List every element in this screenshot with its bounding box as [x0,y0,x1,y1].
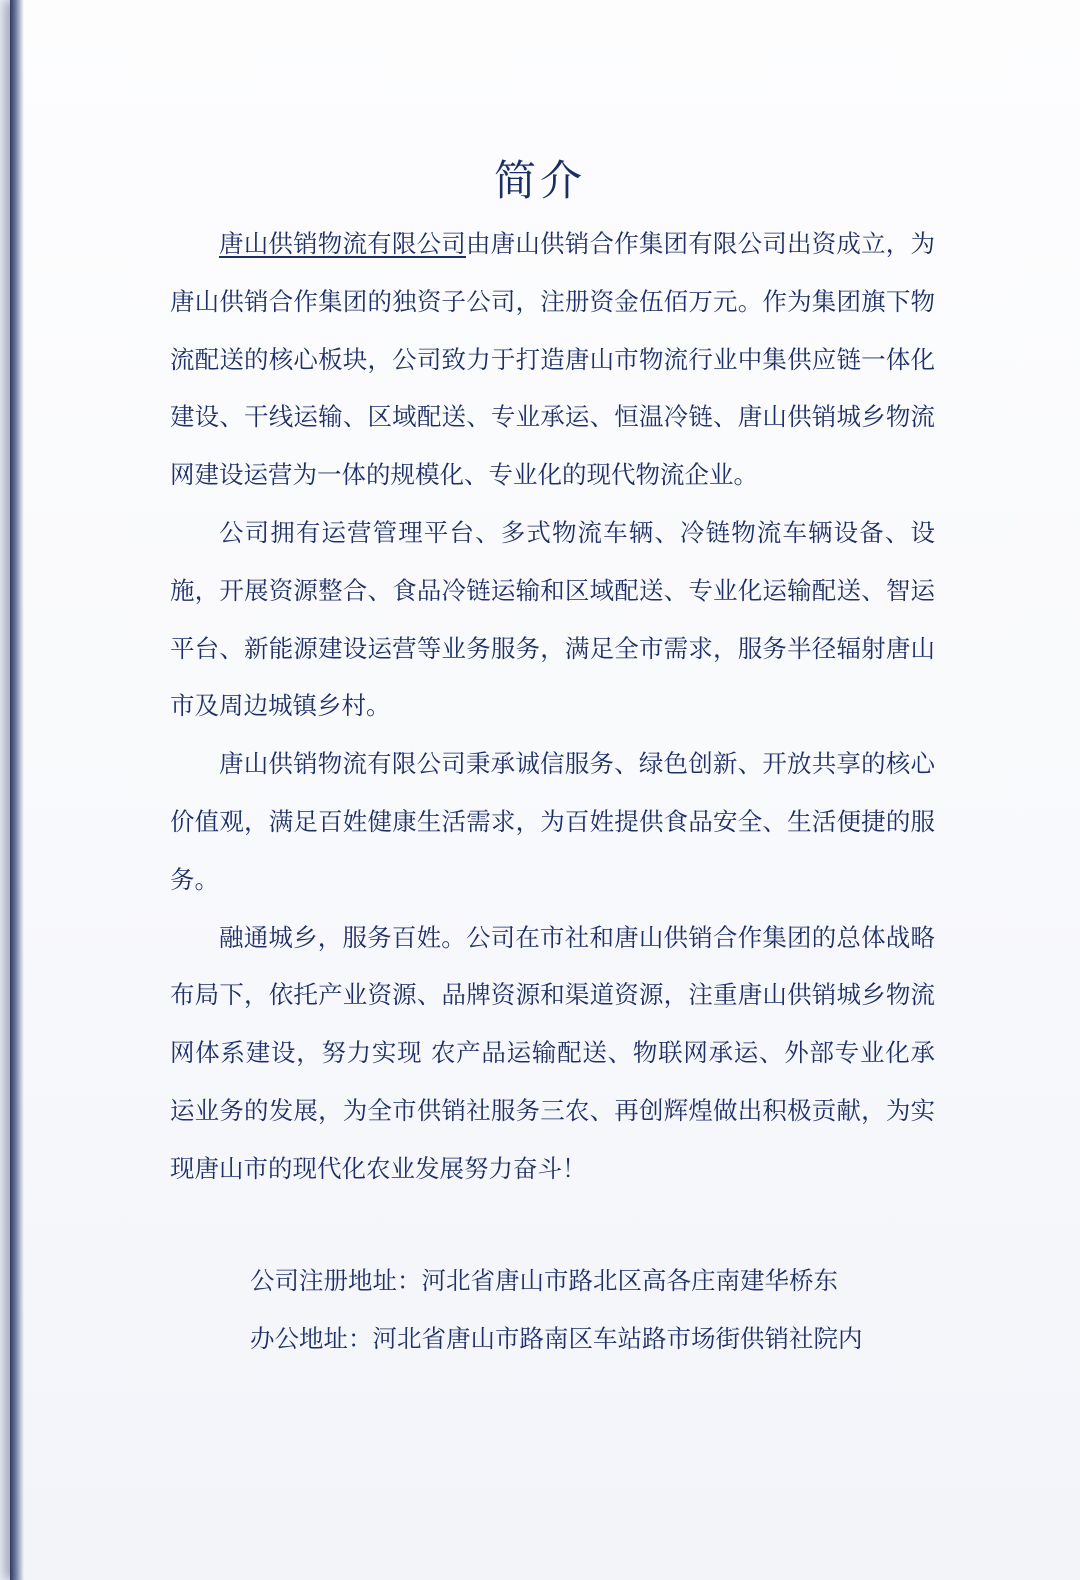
office-address: 办公地址：河北省唐山市路南区车站路市场街供销社院内 [250,1324,863,1353]
paragraph-4: 融通城乡，服务百姓。公司在市社和唐山供销合作集团的总体战略布局下，依托产业资源、品牌资源和渠道资源，注重唐山供销城乡物流网体系建设，努力实现 农产品运输配送、物联网承运、外部专业化承运业务的发展，为全市供销社服务三农、再创辉煌做出积极贡献，为实现唐山市的现代化农业发展努力奋斗！ [170,922,935,1183]
document-page [10,0,1080,1580]
page-title: 简介 [493,156,586,205]
paragraph-3: 唐山供销物流有限公司秉承诚信服务、绿色创新、开放共享的核心价值观，满足百姓健康生活需求，为百姓提供食品安全、生活便捷的服务。 [170,749,935,894]
address-block [250,1252,863,1368]
body-text [170,215,935,1198]
paragraph-2: 公司拥有运营管理平台、多式物流车辆、冷链物流车辆设备、设施，开展资源整合、食品冷链运输和区域配送、专业化运输配送、智运平台、新能源建设运营等业务服务，满足全市需求，服务半径辐射唐山市及周边城镇乡村。 [170,517,935,721]
paragraph-1 [170,215,935,504]
page-edge-shadow [10,0,24,1580]
registered-address: 公司注册地址：河北省唐山市路北区高各庄南建华桥东 [250,1266,838,1295]
paragraph-1-text: 由唐山供销合作集团有限公司出资成立，为唐山供销合作集团的独资子公司，注册资金伍佰万元。作为集团旗下物流配送的核心板块，公司致力于打造唐山市物流行业中集供应链一体化建设、干线运输、区域配送、专业承运、恒温冷链、唐山供销城乡物流网建设运营为一体的规模化、专业化的现代物流企业。 [170,229,936,490]
company-name-underlined: 唐山供销物流有限公司 [219,229,466,258]
